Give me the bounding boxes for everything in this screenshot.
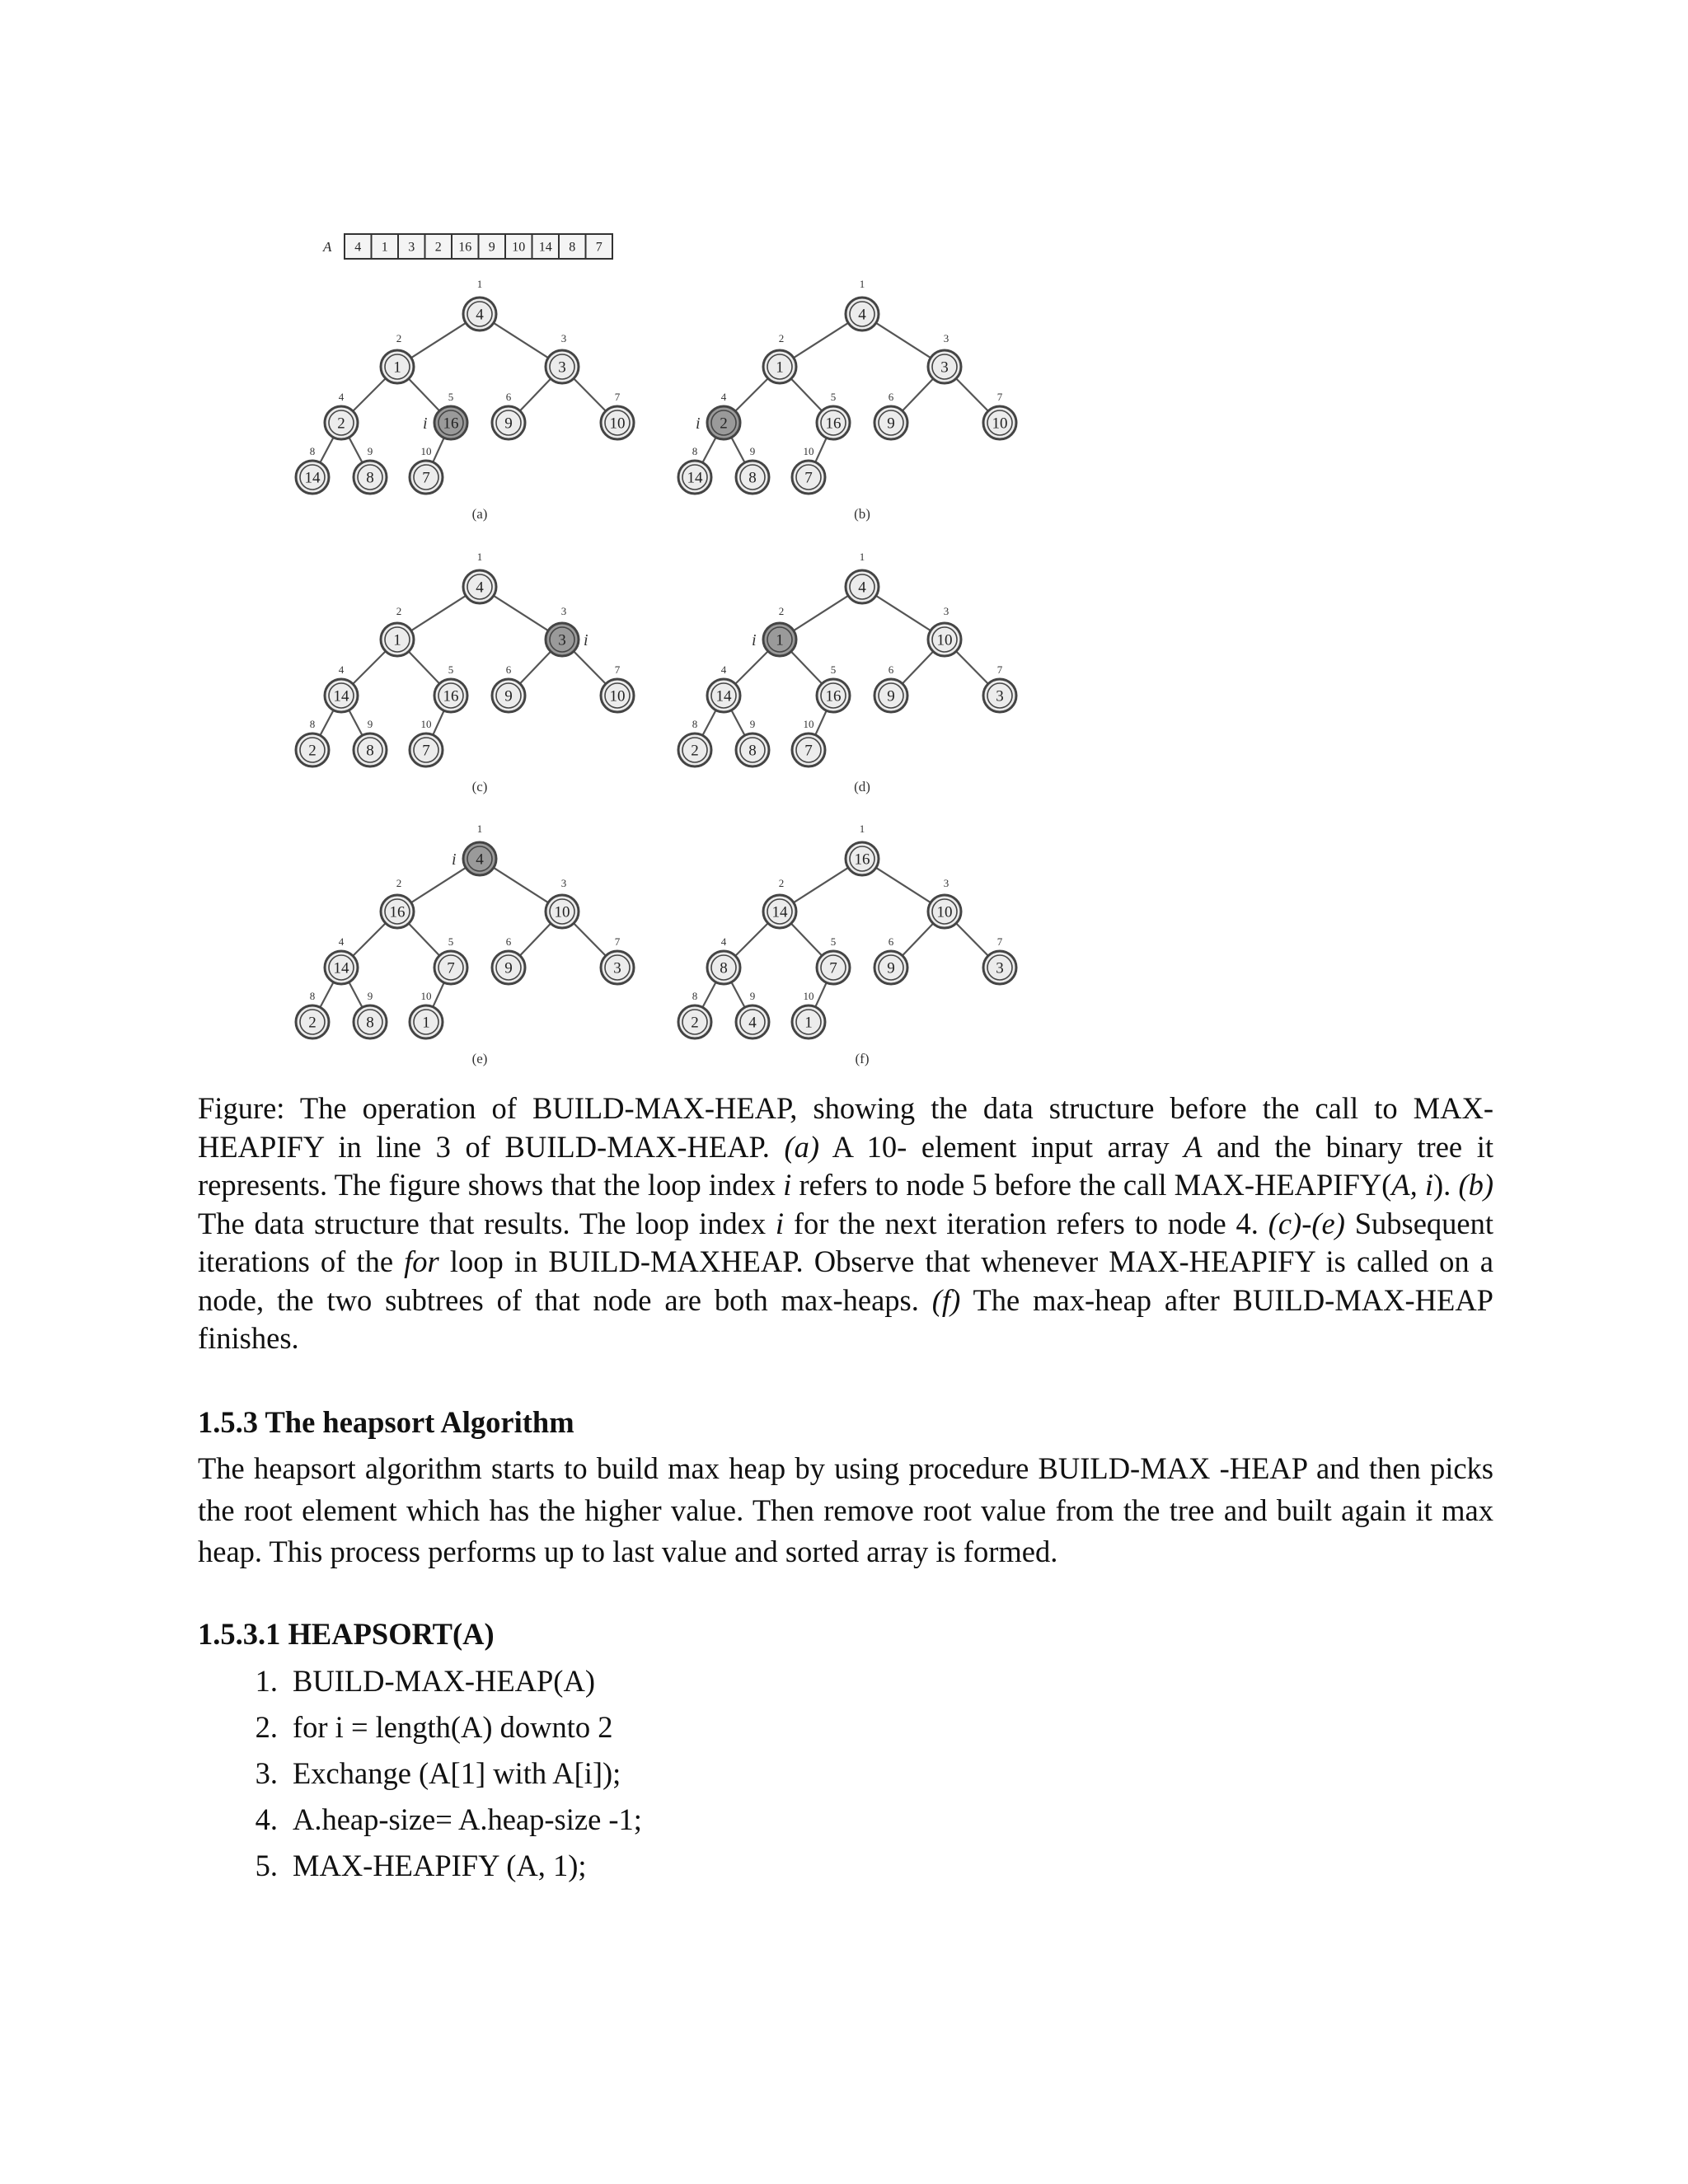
tree-edge bbox=[494, 868, 548, 902]
heapsort-steps bbox=[198, 1658, 642, 1889]
node-index: 8 bbox=[309, 990, 316, 1002]
node-value: 10 bbox=[609, 687, 626, 705]
node-value: 3 bbox=[940, 359, 949, 377]
node-index: 9 bbox=[367, 718, 373, 730]
node-index: 5 bbox=[830, 663, 837, 676]
node-value: 14 bbox=[333, 687, 349, 705]
node-index: 4 bbox=[720, 391, 727, 403]
tree-edge bbox=[433, 710, 443, 735]
step-number: 1. bbox=[255, 1664, 278, 1698]
tree-edge bbox=[903, 651, 933, 683]
node-value: 3 bbox=[613, 959, 621, 977]
node-index: 9 bbox=[367, 990, 373, 1002]
node-index: 2 bbox=[778, 877, 785, 889]
node-index: 4 bbox=[338, 935, 345, 948]
node-value: 7 bbox=[804, 469, 813, 487]
node-value: 8 bbox=[748, 742, 757, 760]
loop-index-label: i bbox=[584, 631, 588, 649]
node-index: 7 bbox=[614, 391, 621, 403]
subsection-heading: 1.5.3.1 HEAPSORT(A) bbox=[198, 1617, 495, 1651]
node-index: 3 bbox=[560, 332, 567, 344]
node-value: 1 bbox=[393, 631, 401, 649]
node-value: 10 bbox=[936, 903, 953, 921]
node-value: 14 bbox=[715, 687, 732, 705]
node-value: 16 bbox=[854, 851, 870, 869]
node-value: 1 bbox=[393, 359, 401, 377]
node-index: 9 bbox=[749, 445, 756, 457]
node-value: 9 bbox=[887, 959, 895, 977]
node-index: 3 bbox=[943, 605, 950, 617]
panel-caption: (d) bbox=[854, 779, 870, 794]
tree-edge bbox=[574, 378, 606, 411]
tree-edge bbox=[349, 982, 362, 1008]
tree-edge bbox=[876, 323, 931, 358]
step-item bbox=[198, 1658, 642, 1704]
tree-edge bbox=[956, 378, 988, 411]
node-value: 4 bbox=[476, 579, 484, 597]
panel-caption: (c) bbox=[471, 779, 488, 794]
node-index: 2 bbox=[396, 605, 402, 617]
tree-edge bbox=[815, 982, 826, 1007]
node-index: 5 bbox=[830, 391, 837, 403]
tree-edge bbox=[815, 438, 826, 462]
node-index: 7 bbox=[996, 391, 1003, 403]
tree-edge bbox=[735, 378, 768, 411]
step-item bbox=[198, 1797, 642, 1843]
node-value: 10 bbox=[992, 415, 1008, 433]
loop-index-label: i bbox=[752, 631, 757, 649]
node-value: 10 bbox=[554, 903, 570, 921]
node-value: 3 bbox=[558, 631, 566, 649]
node-value: 8 bbox=[366, 742, 374, 760]
node-index: 10 bbox=[420, 990, 432, 1002]
node-index: 7 bbox=[614, 663, 621, 676]
tree-edge bbox=[876, 868, 931, 902]
step-item bbox=[198, 1750, 642, 1797]
array-cell-value: 7 bbox=[595, 240, 603, 255]
node-index: 9 bbox=[749, 718, 756, 730]
node-index: 3 bbox=[560, 877, 567, 889]
node-index: 5 bbox=[448, 935, 454, 948]
node-index: 4 bbox=[720, 935, 727, 948]
array-cell-value: 2 bbox=[434, 240, 442, 255]
tree-edge bbox=[520, 378, 551, 410]
step-text: for i = length(A) downto 2 bbox=[293, 1710, 613, 1744]
node-value: 2 bbox=[691, 742, 699, 760]
node-index: 2 bbox=[396, 332, 402, 344]
node-index: 6 bbox=[505, 663, 512, 676]
array-cell-value: 14 bbox=[538, 240, 552, 255]
step-text: BUILD-MAX-HEAP(A) bbox=[293, 1664, 595, 1698]
tree-edge bbox=[320, 710, 333, 736]
tree-edge bbox=[791, 378, 822, 410]
tree-edge bbox=[876, 596, 931, 630]
node-value: 9 bbox=[887, 687, 895, 705]
node-index: 2 bbox=[396, 877, 402, 889]
node-value: 9 bbox=[504, 959, 513, 977]
node-value: 7 bbox=[447, 959, 455, 977]
node-index: 3 bbox=[560, 605, 567, 617]
node-value: 2 bbox=[308, 742, 316, 760]
node-index: 4 bbox=[338, 391, 345, 403]
node-value: 8 bbox=[748, 469, 757, 487]
node-index: 8 bbox=[309, 445, 316, 457]
tree-edge bbox=[702, 982, 715, 1008]
node-value: 9 bbox=[504, 687, 513, 705]
step-text: Exchange (A[1] with A[i]); bbox=[293, 1756, 621, 1790]
tree-edge bbox=[411, 596, 466, 630]
node-value: 14 bbox=[771, 903, 788, 921]
node-value: 2 bbox=[720, 415, 728, 433]
tree-edge bbox=[494, 323, 548, 358]
tree-edge bbox=[411, 323, 466, 358]
loop-index-label: i bbox=[696, 415, 701, 433]
step-number: 3. bbox=[255, 1756, 278, 1790]
array-cell-value: 1 bbox=[381, 240, 388, 255]
node-value: 2 bbox=[308, 1014, 316, 1032]
section-heading: 1.5.3 The heapsort Algorithm bbox=[198, 1405, 574, 1439]
node-index: 5 bbox=[448, 663, 454, 676]
section-body: The heapsort algorithm starts to build max heap by using procedure BUILD-MAX -HEAP and then picks the root element which has the higher value. Then remove root value from the tree and built again it max heap. This process performs up to last value and sorted array is formed. bbox=[198, 1451, 1493, 1568]
step-item bbox=[198, 1704, 642, 1750]
node-index: 8 bbox=[309, 718, 316, 730]
node-index: 1 bbox=[859, 278, 865, 290]
tree-edge bbox=[353, 923, 386, 956]
tree-edge bbox=[794, 868, 848, 902]
tree-edge bbox=[815, 710, 826, 735]
node-value: 2 bbox=[691, 1014, 699, 1032]
step-text: MAX-HEAPIFY (A, 1); bbox=[293, 1849, 587, 1882]
array-cell-value: 4 bbox=[354, 240, 362, 255]
node-index: 10 bbox=[803, 718, 814, 730]
tree-edge bbox=[349, 438, 362, 463]
node-index: 3 bbox=[943, 877, 950, 889]
tree-edge bbox=[574, 923, 606, 956]
node-value: 9 bbox=[504, 415, 513, 433]
tree-edge bbox=[702, 438, 715, 463]
node-index: 6 bbox=[888, 935, 894, 948]
node-value: 4 bbox=[858, 579, 866, 597]
node-index: 5 bbox=[448, 391, 454, 403]
node-index: 4 bbox=[720, 663, 727, 676]
node-value: 9 bbox=[887, 415, 895, 433]
node-index: 8 bbox=[692, 718, 698, 730]
panel-caption: (b) bbox=[854, 506, 870, 522]
tree-edge bbox=[956, 651, 988, 684]
node-value: 3 bbox=[996, 959, 1004, 977]
panel-caption: (a) bbox=[471, 506, 488, 522]
tree-edge bbox=[731, 982, 744, 1008]
node-index: 10 bbox=[803, 445, 814, 457]
tree-edge bbox=[409, 923, 439, 955]
loop-index-label: i bbox=[452, 851, 457, 869]
node-index: 10 bbox=[420, 718, 432, 730]
node-value: 14 bbox=[687, 469, 703, 487]
node-value: 8 bbox=[366, 469, 374, 487]
array-cell-value: 10 bbox=[512, 240, 526, 255]
node-index: 9 bbox=[749, 990, 756, 1002]
node-value: 4 bbox=[476, 306, 484, 324]
tree-edge bbox=[731, 710, 744, 736]
array-cell-value: 3 bbox=[408, 240, 415, 255]
tree-edge bbox=[433, 982, 443, 1007]
node-value: 16 bbox=[825, 415, 842, 433]
step-text: A.heap-size= A.heap-size -1; bbox=[293, 1802, 642, 1836]
node-index: 7 bbox=[996, 663, 1003, 676]
node-index: 6 bbox=[505, 391, 512, 403]
tree-edge bbox=[956, 923, 988, 956]
tree-edge bbox=[903, 923, 933, 955]
node-value: 4 bbox=[476, 851, 484, 869]
node-value: 1 bbox=[422, 1014, 430, 1032]
array-cell-value: 16 bbox=[458, 240, 472, 255]
node-index: 1 bbox=[476, 551, 483, 563]
tree-edge bbox=[702, 710, 715, 736]
tree-edge bbox=[791, 651, 822, 683]
node-index: 5 bbox=[830, 935, 837, 948]
node-value: 1 bbox=[776, 631, 784, 649]
tree-edge bbox=[433, 438, 443, 462]
node-value: 16 bbox=[389, 903, 406, 921]
node-value: 10 bbox=[936, 631, 953, 649]
tree-edge bbox=[735, 651, 768, 684]
node-value: 10 bbox=[609, 415, 626, 433]
node-value: 16 bbox=[443, 687, 459, 705]
step-number: 2. bbox=[255, 1710, 278, 1744]
node-value: 2 bbox=[337, 415, 345, 433]
node-index: 9 bbox=[367, 445, 373, 457]
tree-edge bbox=[735, 923, 768, 956]
tree-edge bbox=[494, 596, 548, 630]
node-value: 8 bbox=[720, 959, 728, 977]
tree-edge bbox=[574, 651, 606, 684]
node-index: 6 bbox=[505, 935, 512, 948]
node-value: 3 bbox=[558, 359, 566, 377]
node-value: 3 bbox=[996, 687, 1004, 705]
node-index: 1 bbox=[859, 551, 865, 563]
tree-edge bbox=[791, 923, 822, 955]
node-index: 1 bbox=[476, 823, 483, 835]
node-value: 7 bbox=[829, 959, 837, 977]
array-name-label: A bbox=[323, 239, 332, 255]
node-index: 1 bbox=[859, 823, 865, 835]
node-value: 16 bbox=[825, 687, 842, 705]
loop-index-label: i bbox=[423, 415, 428, 433]
node-index: 2 bbox=[778, 605, 785, 617]
node-value: 8 bbox=[366, 1014, 374, 1032]
step-number: 5. bbox=[255, 1849, 278, 1882]
figure-caption: Figure: The operation of BUILD-MAX-HEAP, showing the data structure before the call to MAX-HEAPIFY in line 3 of BUILD-MAX-HEAP. (a) A 10- element input array A and the binary tree it represents. The figure shows that the loop index i refers to node 5 before the call MAX-HEAPIFY(A, i). (b) The data structure that results. The loop index i for the next iteration refers to node 4. (c)-(e) Subsequent iterations of the for loop in BUILD-MAXHEAP. Observe that whenever MAX-HEAPIFY is called on a node, the two subtrees of that node are both max-heaps. (f) The max-heap after BUILD-MAX-HEAP finishes. bbox=[198, 1091, 1493, 1355]
node-value: 7 bbox=[422, 742, 430, 760]
tree-edge bbox=[353, 651, 386, 684]
node-index: 8 bbox=[692, 445, 698, 457]
node-index: 4 bbox=[338, 663, 345, 676]
panel-caption: (e) bbox=[471, 1051, 488, 1066]
node-index: 8 bbox=[692, 990, 698, 1002]
node-value: 1 bbox=[804, 1014, 813, 1032]
tree-edge bbox=[409, 651, 439, 683]
tree-edge bbox=[520, 923, 551, 955]
tree-edge bbox=[320, 982, 333, 1008]
node-value: 14 bbox=[304, 469, 321, 487]
node-index: 1 bbox=[476, 278, 483, 290]
node-index: 6 bbox=[888, 391, 894, 403]
node-value: 7 bbox=[422, 469, 430, 487]
step-number: 4. bbox=[255, 1802, 278, 1836]
node-index: 2 bbox=[778, 332, 785, 344]
node-value: 7 bbox=[804, 742, 813, 760]
panel-caption: (f) bbox=[855, 1051, 870, 1066]
node-index: 3 bbox=[943, 332, 950, 344]
tree-edge bbox=[520, 651, 551, 683]
node-value: 1 bbox=[776, 359, 784, 377]
step-item bbox=[198, 1843, 642, 1889]
array-cell-value: 8 bbox=[569, 240, 576, 255]
tree-edge bbox=[320, 438, 333, 463]
tree-edge bbox=[409, 378, 439, 410]
node-value: 16 bbox=[443, 415, 459, 433]
tree-edge bbox=[794, 596, 848, 630]
tree-edge bbox=[794, 323, 848, 358]
tree-edge bbox=[353, 378, 386, 411]
tree-edge bbox=[411, 868, 466, 902]
node-value: 4 bbox=[858, 306, 866, 324]
node-index: 7 bbox=[614, 935, 621, 948]
tree-edge bbox=[731, 438, 744, 463]
node-value: 4 bbox=[748, 1014, 757, 1032]
node-index: 10 bbox=[803, 990, 814, 1002]
node-index: 10 bbox=[420, 445, 432, 457]
tree-edge bbox=[349, 710, 362, 736]
node-index: 6 bbox=[888, 663, 894, 676]
node-index: 7 bbox=[996, 935, 1003, 948]
tree-edge bbox=[903, 378, 933, 410]
node-value: 14 bbox=[333, 959, 349, 977]
array-cell-value: 9 bbox=[488, 240, 495, 255]
